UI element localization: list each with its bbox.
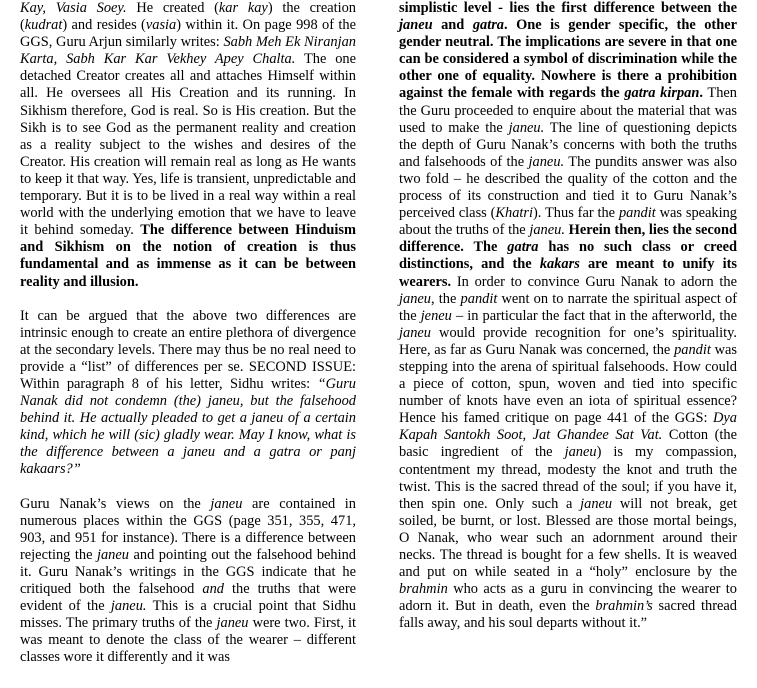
- text-run: are contained in numerous places within the GGS (page 351, 355, 471, 903, and 951 for instance). There is a difference between rejecting the: [20, 495, 356, 563]
- text-run: and: [432, 17, 473, 34]
- text-run: who acts as a guru in convincing the wearer to adorn it. But in death, even the: [399, 581, 737, 615]
- left-paragraph-3: [20, 496, 356, 667]
- text-run: would provide recognition for one’s spirituality. Here, as far as Guru Nanak was concerned, the: [399, 324, 737, 358]
- text-run: He created (: [126, 0, 219, 16]
- text-run: jeneu: [420, 307, 452, 324]
- text-run: janeu: [399, 290, 431, 307]
- text-run: janeu.: [528, 153, 565, 170]
- text-run: kakars: [539, 256, 580, 273]
- text-run: gatra: [472, 17, 504, 34]
- text-run: was speaking about the truths of the: [399, 205, 737, 239]
- right-paragraph-1: [399, 0, 737, 632]
- text-run: brahmin’s: [595, 598, 653, 615]
- text-run: Sabh Meh Ek Niranjan Karta, Sabh Kar Kar Vekhey Apey Chalta.: [20, 34, 356, 68]
- text-run: went on to narrate the spiritual aspect of the: [399, 290, 738, 324]
- text-run: “Guru Nanak did not condemn (the) janeu, but the falsehood behind it. He actually pleaded to get a janeu of a certain kind, which he will (sic) gladly wear. May I know, what is the difference between a janeu and a gatra or panj kakaars?”: [20, 375, 356, 478]
- text-run: kar kay: [218, 0, 268, 16]
- text-run: ) and resides (: [62, 17, 146, 34]
- text-run: Then the Guru proceeded to enquire about the material that was used to make the: [399, 85, 737, 136]
- text-run: The line of questioning depicts the depth of Guru Nanak’s concerns with both the truths and falsehoods of the: [399, 119, 737, 170]
- text-run: janeu: [210, 495, 243, 512]
- left-paragraph-1: [20, 0, 356, 291]
- text-run: Khatri: [495, 205, 534, 222]
- text-run: It can be argued that the above two differences are intrinsic enough to create an entire plethora of divergence at the secondary levels. There may thus be no real need to provide a “list” of differences per se. SECOND ISSUE: Within paragraph 8 of his letter, Sidhu writes:: [20, 307, 356, 392]
- text-run: Dya Kapah Santokh Soot, Jat Ghandee Sat Vat.: [399, 410, 737, 444]
- text-run: ) is my compassion, contentment my thread, modesty the knot and truth the twist. This is the sacred thread of the soul; if you have it, then spin one. Only such a: [399, 444, 737, 512]
- text-run: Herein then, lies the second difference. The: [399, 222, 738, 256]
- text-run: janeu: [96, 546, 129, 563]
- text-run: janeu: [399, 324, 431, 341]
- text-run: janeu: [399, 17, 433, 34]
- text-run: vasia: [145, 17, 177, 34]
- text-run: has no such class or creed distinctions, and the: [399, 239, 737, 273]
- text-run: janeu: [216, 615, 249, 632]
- text-run: janeu: [564, 444, 597, 461]
- text-run: janeu.: [110, 598, 147, 615]
- text-run: was stepping into the arena of spiritual falsehoods. How could a piece of cotton, spun, woven and tied into specific number of knots have even an iota of spiritual essence? Hence his famed critique on page 441 of the GGS:: [399, 341, 737, 427]
- text-run: ) within it. On page 998 of the GGS, Guru Arjun similarly writes:: [20, 17, 356, 51]
- text-run: The difference between Hinduism and Sikhism on the notion of creation is thus fundamental and as immense as it can be between reality and illusion.: [20, 222, 356, 290]
- text-run: the truths that were evident of the: [20, 581, 356, 615]
- text-run: . One is gender specific, the other gender neutral. The implications are severe in that one can be considered a symbol of discrimination while the other one of equality. Nowhere is there a prohibition against the female with regards the: [399, 17, 737, 102]
- text-run: brahmin: [399, 581, 448, 598]
- text-run: pandit: [618, 205, 656, 222]
- left-paragraph-2: [20, 308, 356, 479]
- text-run: ). Thus far the: [533, 205, 619, 222]
- text-run: , the: [430, 290, 461, 307]
- text-run: gatra kirpan: [624, 85, 700, 102]
- text-run: kudrat: [24, 17, 63, 34]
- text-run: are meant to unify its wearers.: [399, 256, 737, 290]
- right-column: [399, 0, 737, 632]
- text-run: Guru Nanak’s views on the: [20, 495, 211, 512]
- text-run: pandit: [674, 341, 711, 358]
- text-run: This is a crucial point that Sidhu misses. The primary truths of the: [20, 598, 357, 632]
- text-run: ) the creation (: [20, 0, 356, 34]
- text-run: The one detached Creator creates all and attaches Himself within all. He oversees all His Creation and its running. In Sikhism therefore, God is real. So is His creation. But the Sikh is to see God as the permanent reality and creation as a reality subject to the wishes and desires of the Creator. His creation will remain real as long as He wants to keep it that way. Yes, life is transient, unpredictable and temporary. But it is to be lived in a real way within a real world with the underlying emotion that we have to leave it behind someday.: [20, 51, 357, 239]
- text-run: – in particular the fact that in the afterworld, the: [451, 307, 737, 324]
- text-run: gatra: [507, 239, 539, 256]
- text-run: Cotton (the basic ingredient of the: [399, 427, 738, 461]
- left-column: [20, 0, 356, 666]
- text-run: will not break, get soiled, be burnt, or lost. Blessed are those mortal beings, O Nanak, who wear such an adornment around their necks. The thread is bought for a few shells. It is weaved and put on while seated in a “holy” enclosure by the: [399, 495, 737, 581]
- text-run: Kay, Vasia Soey.: [20, 0, 127, 16]
- text-run: pandit: [460, 290, 498, 307]
- text-run: and pointing out the falsehood behind it. Guru Nanak’s writings in the GGS indicate that he critiqued both the falsehood: [20, 546, 356, 597]
- text-run: janeu.: [529, 222, 565, 239]
- text-run: simplistic level - lies the first difference between the: [399, 0, 737, 16]
- text-run: were two. First, it was meant to denote the class of the wearer – different classes wore it differently and it was: [20, 615, 356, 666]
- text-run: sacred thread falls away, and his soul departs without it.”: [399, 598, 737, 632]
- text-run: The pundits answer was also two fold – he described the quality of the cotton and the process of its construction and tied it to Guru Nanak’s perceived class (: [399, 153, 737, 222]
- text-run: and: [202, 581, 224, 597]
- text-run: janeu: [580, 495, 613, 512]
- text-run: janeu.: [508, 119, 545, 136]
- text-run: In order to convince Guru Nanak to adorn the: [451, 273, 737, 290]
- text-run: .: [699, 85, 703, 102]
